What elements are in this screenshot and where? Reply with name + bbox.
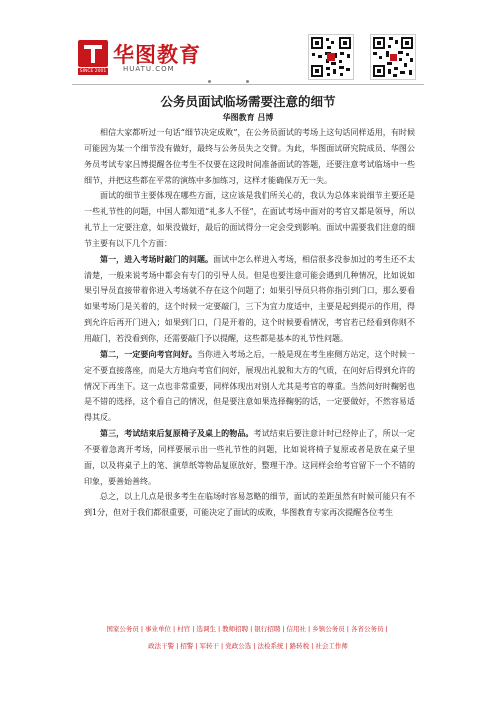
page-header <box>0 0 496 86</box>
footer-separator: | <box>311 642 314 650</box>
paragraph-text: 相信大家都听过一句话“细节决定成败”，在公务员面试的考场上这句话同样适用，有时候可能因为某一个细节没有做好，最终与公务员失之交臂。为此，华图面试研究院成员、华图公务员考试专家吕博提醒各位考生不仅要在这段时间准备面试的答题，还要注意考试临场中一些细节，并把这些都在平常的演练中多加练习，这样才能确保万无一失。 <box>84 128 415 185</box>
footer-link[interactable]: 社会工作师 <box>315 642 348 650</box>
footer-row-1 <box>0 621 496 638</box>
footer-link[interactable]: 各省公务员 <box>350 625 384 633</box>
weibo-qr-code-icon <box>370 34 416 80</box>
footer-separator: | <box>192 625 195 633</box>
footer-link[interactable]: 党政公选 <box>225 642 252 650</box>
paragraph-text: 面试的细节主要体现在哪些方面，这应该是我们所关心的，我认为总体来说细节主要还是一些礼节性的问题，中国人都知道“礼多人不怪”，在面试考场中面对的考官又都是领导，所以礼节上一定要注意，如果没做好，最后的面试得分一定会受到影响。面试中需要我们注意的细节主要有以下几个方面： <box>84 191 415 248</box>
footer-separator: | <box>221 642 224 650</box>
footer-link[interactable]: 事业单位 <box>145 625 172 633</box>
footer-separator: | <box>173 625 176 633</box>
logo-text: 华图教育 <box>113 43 201 67</box>
footer-link[interactable]: 军转干 <box>199 642 220 650</box>
article-body <box>84 125 415 521</box>
footer-link[interactable]: 银行招聘 <box>254 625 281 633</box>
paragraph <box>84 347 415 426</box>
wechat-qr-code-icon <box>308 34 354 80</box>
paragraph-text: 面试中怎么样进入考场，相信很多没参加过的考生还不太清楚，一般来说考场中都会有专门的引导人员。但是也要注意可能会遇到几种情况，比如说如果引导员直接带着你进入考场就不存在这个问题了；如果引导员只将你指引到门口，那么要看如果考场门是关着的，这个时候一定要敲门，三下为宜力度适中，主要是起到提示的作用，得到允许后再开门进入；如果到门口，门是开着的，这个时候要看情况，考官若已经看到你则不用敲门，若没看到你，还需要敲门予以提醒，这些都是基本的礼节性问题。 <box>84 254 416 343</box>
footer-row-2 <box>0 638 496 655</box>
paragraph <box>84 252 415 347</box>
paragraph-text: 总之，以上几点是很多考生在临场时容易忽略的细节，面试的差距虽然有时候可能只有不到1分，但对于我们都很重要，可能决定了面试的成败，华图教育专家再次提醒各位考生 <box>84 492 415 518</box>
footer-link[interactable]: 路转税 <box>289 642 310 650</box>
paragraph <box>84 489 415 521</box>
logo-url: HUATU.COM <box>123 65 175 73</box>
footer-separator: | <box>282 625 285 633</box>
divider-dot <box>246 80 249 83</box>
footer-link[interactable]: 村官 <box>177 625 191 633</box>
footer-separator: | <box>385 625 388 633</box>
logo-year: SINCE 2001 <box>79 69 107 74</box>
footer-link[interactable]: 信用社 <box>286 625 307 633</box>
divider-dot <box>208 80 211 83</box>
footer-link[interactable]: 选调生 <box>196 625 216 633</box>
footer-separator: | <box>250 625 253 633</box>
footer-separator: | <box>217 625 221 633</box>
footer-separator: | <box>285 642 288 650</box>
footer-link[interactable]: 政法干警 <box>148 642 175 650</box>
footer-link[interactable]: 教师招聘 <box>222 625 249 633</box>
footer-separator: | <box>140 625 144 633</box>
paragraph <box>84 125 415 188</box>
header-divider <box>72 84 424 85</box>
footer-link[interactable]: 招警 <box>180 642 194 650</box>
paragraph-heading: 第二，一定要向考官问好。 <box>100 348 197 359</box>
paragraph-heading: 第三，考试结束后复原椅子及桌上的物品。 <box>100 428 254 439</box>
footer-separator: | <box>195 642 198 650</box>
paragraph-heading: 第一，进入考场时敲门的问题。 <box>100 253 214 264</box>
paragraph <box>84 426 415 489</box>
huatu-logo-icon <box>78 40 108 67</box>
footer-link[interactable]: 乡镇公务员 <box>312 625 345 633</box>
footer-separator: | <box>176 642 179 650</box>
paragraph-text: 考试结束后要注意计时已经停止了，所以一定不要着急离开考场，同样要展示出一些礼节性的问题，比如说将椅子复原或者是放在桌子里面，以及将桌子上的笔、演草纸等物品复原放好，整理干净。这同样会给考官留下一个不错的印象，要善始善终。 <box>84 429 415 486</box>
huatu-logo[interactable] <box>78 40 218 76</box>
footer-separator: | <box>253 642 256 650</box>
footer-link[interactable]: 国家公务员 <box>106 625 139 633</box>
footer-links <box>0 621 496 655</box>
page-title: 公务员面试临场需要注意的细节 <box>160 94 336 109</box>
author-line: 华图教育 吕博 <box>222 112 274 122</box>
paragraph <box>84 188 415 251</box>
footer-separator: | <box>308 625 311 633</box>
footer-separator: | <box>346 625 349 633</box>
paragraph-text: 当你进入考场之后，一般是现在考生座侧方站定，这个时候一定不要直接落座，而是大方地向考官们问好，展现出礼貌和大方的气质，在问好后得到允许的情况下再坐下。这一点也非常重要，同样体现出对别人尤其是考官的尊重。当然问好时鞠躬也是不错的选择，这个看自己的情况，但是要注意如果选择鞠躬的话，一定要做好，不然容易适得其反。 <box>84 349 416 423</box>
footer-link[interactable]: 法检系统 <box>257 642 284 650</box>
